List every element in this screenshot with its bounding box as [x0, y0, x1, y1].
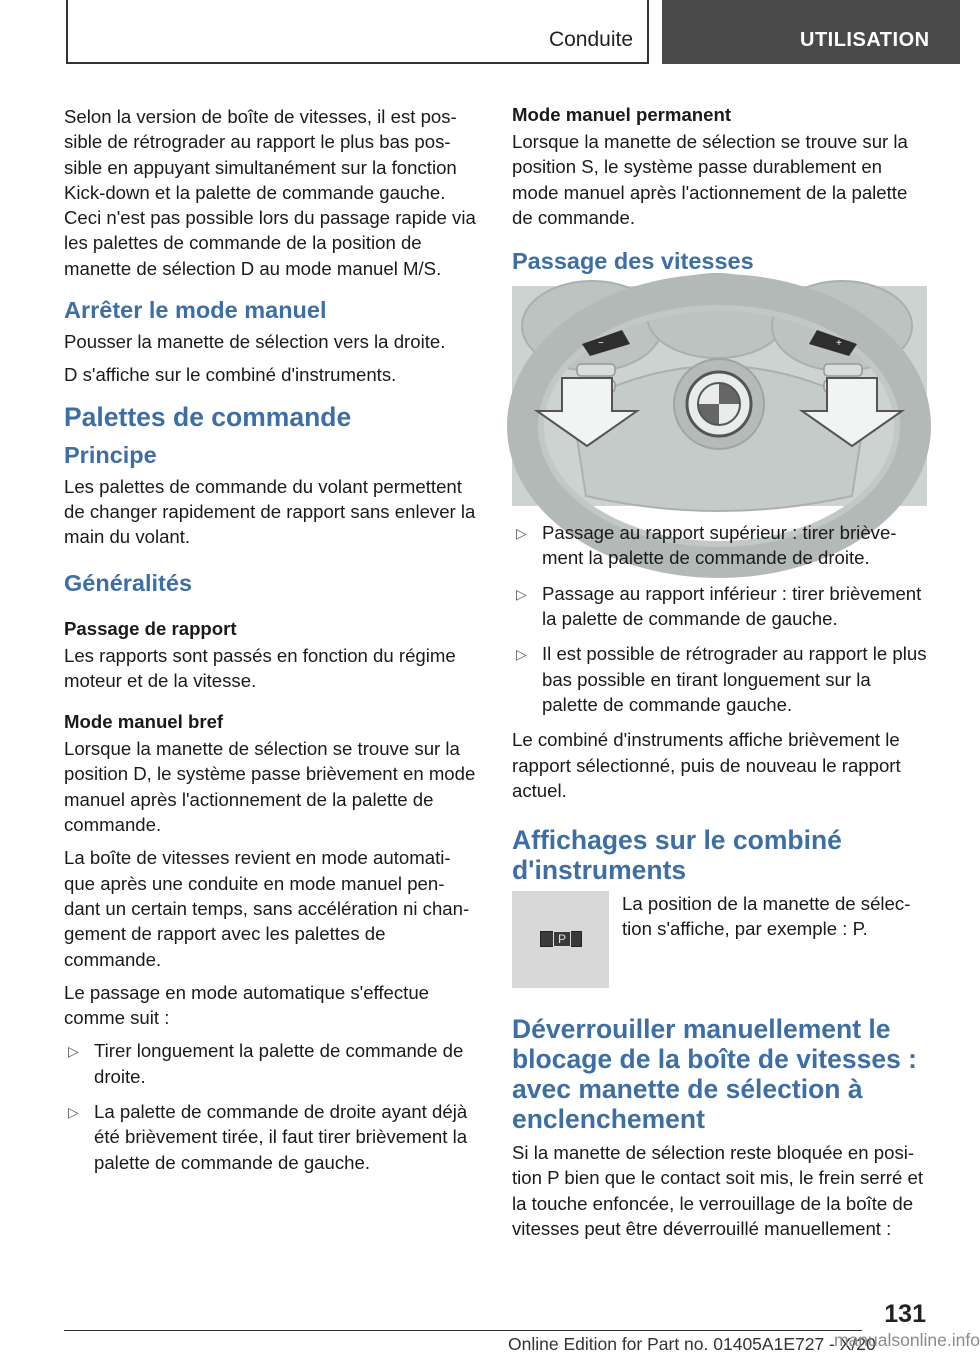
footer-divider [64, 1330, 862, 1331]
short-manual-text-2: La boîte de vitesses revient en mode automati-que après une conduite en mode manuel pen-dant un certain temps, sans accélération ni chan-gement de rapport avec les palettes de commande. [64, 847, 470, 970]
gear-change-heading: Passage de rapport [64, 617, 237, 639]
plus-paddle-label: + [836, 338, 842, 350]
permanent-manual-heading: Mode manuel permanent [512, 104, 732, 125]
stop-manual-text-1: Pousser la manette de sélection vers la droite. [64, 331, 446, 353]
paddles-heading: Palettes de commande [64, 401, 352, 432]
left-column [64, 104, 479, 1185]
short-manual-heading: Mode manuel bref [64, 711, 224, 733]
right-bullet-list [512, 520, 927, 717]
unlock-heading: Déverrouiller manuellement le blocage de la boîte de vitesses : avec manette de sélection à enclenchement [512, 1014, 918, 1135]
display-text: La position de la manette de sélec-tion s'affiche, par exemple : P. [622, 893, 911, 940]
header-section: Conduite [548, 28, 633, 51]
triangle-bullet-icon: ▷ [68, 1043, 79, 1060]
triangle-bullet-icon: ▷ [516, 585, 527, 602]
general-heading: Généralités [64, 569, 193, 596]
gear-symbol: P [553, 931, 571, 947]
intro-paragraph: Selon la version de boîte de vitesses, il est pos-sible de rétrograder au rapport le plus bas pos-sible en appuyant simultanément sur la fonction Kick-down et la palette de commande gauche. Ceci n'est pas possible lors du passage rapide via les palettes de commande de la position de manette de sélection D au mode manuel M/S. [64, 106, 476, 279]
triangle-bullet-icon: ▷ [516, 525, 527, 542]
short-manual-text-1: Lorsque la manette de sélection se trouve sur la position D, le système passe brièvement en mode manuel après l'actionnement de la palette de commande. [64, 738, 476, 836]
triangle-bullet-icon: ▷ [68, 1104, 79, 1121]
gear-change-text: Les rapports sont passés en fonction du régime moteur et de la vitesse. [64, 644, 456, 691]
list-item: ▷ Passage au rapport supérieur : tirer briève-ment la palette de commande de droite. [516, 522, 897, 569]
shifting-heading: Passage des vitesses [512, 248, 754, 275]
display-heading: Affichages sur le combiné d'instruments [512, 825, 842, 886]
steering-wheel-illustration [512, 286, 927, 506]
left-bullet-list [64, 1038, 479, 1174]
list-item: ▷ Il est possible de rétrograder au rapport le plus bas possible en tirant longuement sur la palette de commande gauche. [516, 643, 927, 715]
principle-heading: Principe [64, 441, 157, 468]
footer-logo: manualsonline.info [834, 1330, 980, 1350]
minus-paddle-label: − [598, 338, 604, 350]
header-chapter: UTILISATION [662, 0, 960, 64]
cluster-text: Le combiné d'instruments affiche brièvement le rapport sélectionné, puis de nouveau le rapport actuel. [512, 729, 901, 801]
list-item: ▷ Tirer longuement la palette de commande de droite. [68, 1040, 464, 1087]
permanent-manual-text: Lorsque la manette de sélection se trouve sur la position S, le système passe durablement en mode manuel après l'actionnement de la palette de commande. [512, 131, 908, 228]
gear-indicator [540, 931, 582, 947]
principle-text: Les palettes de commande du volant permettent de changer rapidement de rapport sans enlever la main du volant. [64, 475, 476, 548]
stop-manual-heading: Arrêter le mode manuel [64, 297, 327, 324]
page-number: 131 [884, 1300, 926, 1328]
list-item: ▷ Passage au rapport inférieur : tirer brièvement la palette de commande de gauche. [516, 582, 922, 630]
unlock-text: Si la manette de sélection reste bloquée en posi-tion P bien que le contact soit mis, le frein serré et la touche enfoncée, le verrouillage de la boîte de vitesses peut être déverrouillé manuellement : [512, 1142, 923, 1240]
display-example [512, 891, 927, 988]
gear-display-image [512, 891, 609, 988]
stop-manual-text-2: D s'affiche sur le combiné d'instruments. [64, 364, 397, 386]
list-item: ▷ La palette de commande de droite ayant déjà été brièvement tirée, il faut tirer brièvement la palette de commande de gauche. [68, 1101, 468, 1173]
header-section-box [66, 0, 649, 64]
short-manual-text-3: Le passage en mode automatique s'effectue comme suit : [64, 981, 430, 1029]
triangle-bullet-icon: ▷ [516, 646, 527, 663]
right-column [512, 102, 927, 1249]
footer-edition: Online Edition for Part no. 01405A1E727 - X/20 [508, 1334, 876, 1354]
